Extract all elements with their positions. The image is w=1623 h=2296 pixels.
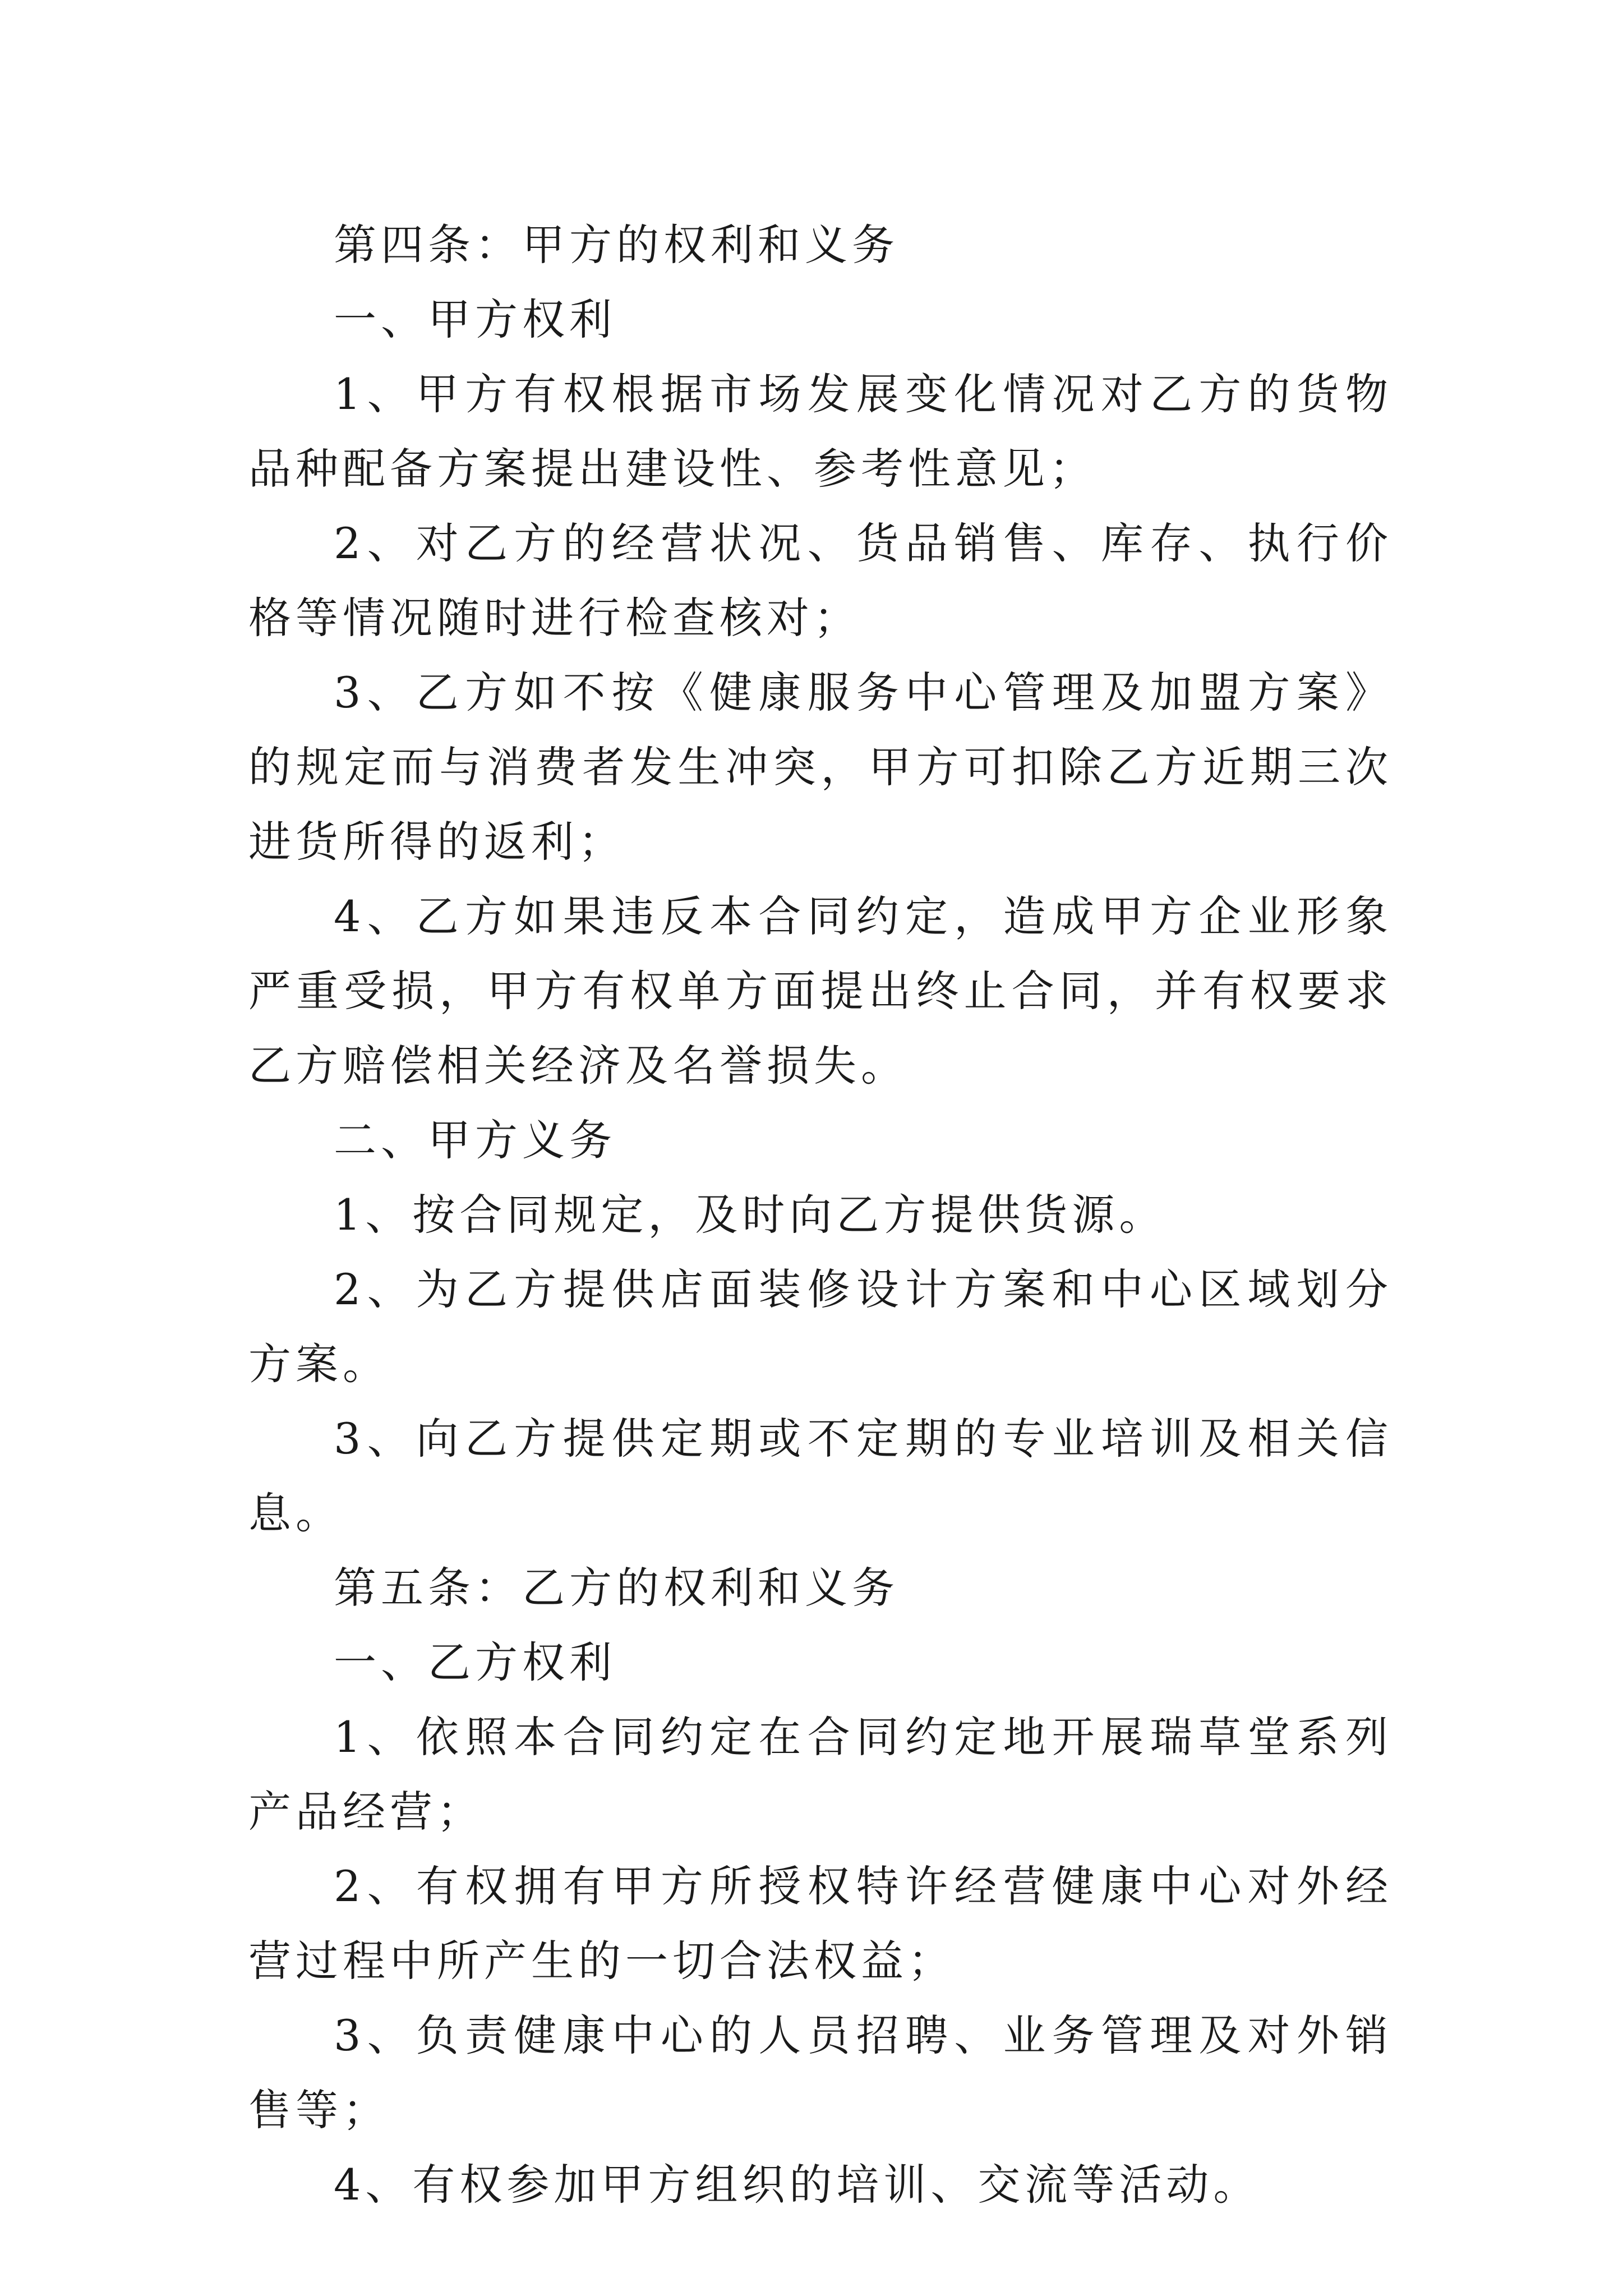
clause-a-obligations-2: 2、为乙方提供店面装修设计方案和中心区域划分方案。 <box>248 1264 1393 1389</box>
clause-b-rights-1: 1、依照本合同约定在合同约定地开展瑞草堂系列产品经营； <box>248 1712 1393 1837</box>
document-body <box>248 208 1393 2222</box>
clause-a-obligations-3: 3、向乙方提供定期或不定期的专业培训及相关信息。 <box>248 1414 1393 1538</box>
clause-a-obligations-1: 1、按合同规定，及时向乙方提供货源。 <box>334 1190 1166 1240</box>
clause-a-rights-4: 4、乙方如果违反本合同约定，造成甲方企业形象严重受损，甲方有权单方面提出终止合同，并有权要求乙方赔偿相关经济及名誉损失。 <box>248 891 1393 1091</box>
section-heading-party-a-obligations: 二、甲方义务 <box>334 1115 616 1165</box>
clause-a-rights-2: 2、对乙方的经营状况、货品销售、库存、执行价格等情况随时进行检查核对； <box>248 518 1393 643</box>
clause-a-rights-1: 1、甲方有权根据市场发展变化情况对乙方的货物品种配备方案提出建设性、参考性意见； <box>248 369 1393 494</box>
clause-b-rights-2: 2、有权拥有甲方所授权特许经营健康中心对外经营过程中所产生的一切合法权益； <box>248 1861 1393 1986</box>
article-4-heading: 第四条：甲方的权利和义务 <box>334 220 899 270</box>
clause-b-rights-4: 4、有权参加甲方组织的培训、交流等活动。 <box>334 2160 1261 2210</box>
clause-a-rights-3: 3、乙方如不按《健康服务中心管理及加盟方案》的规定而与消费者发生冲突，甲方可扣除乙方近期三次进货所得的返利； <box>248 668 1393 867</box>
section-heading-party-b-rights: 一、乙方权利 <box>334 1637 616 1687</box>
article-5-heading: 第五条：乙方的权利和义务 <box>334 1563 899 1613</box>
clause-b-rights-3: 3、负责健康中心的人员招聘、业务管理及对外销售等； <box>248 2010 1393 2135</box>
section-heading-party-a-rights: 一、甲方权利 <box>334 295 616 344</box>
